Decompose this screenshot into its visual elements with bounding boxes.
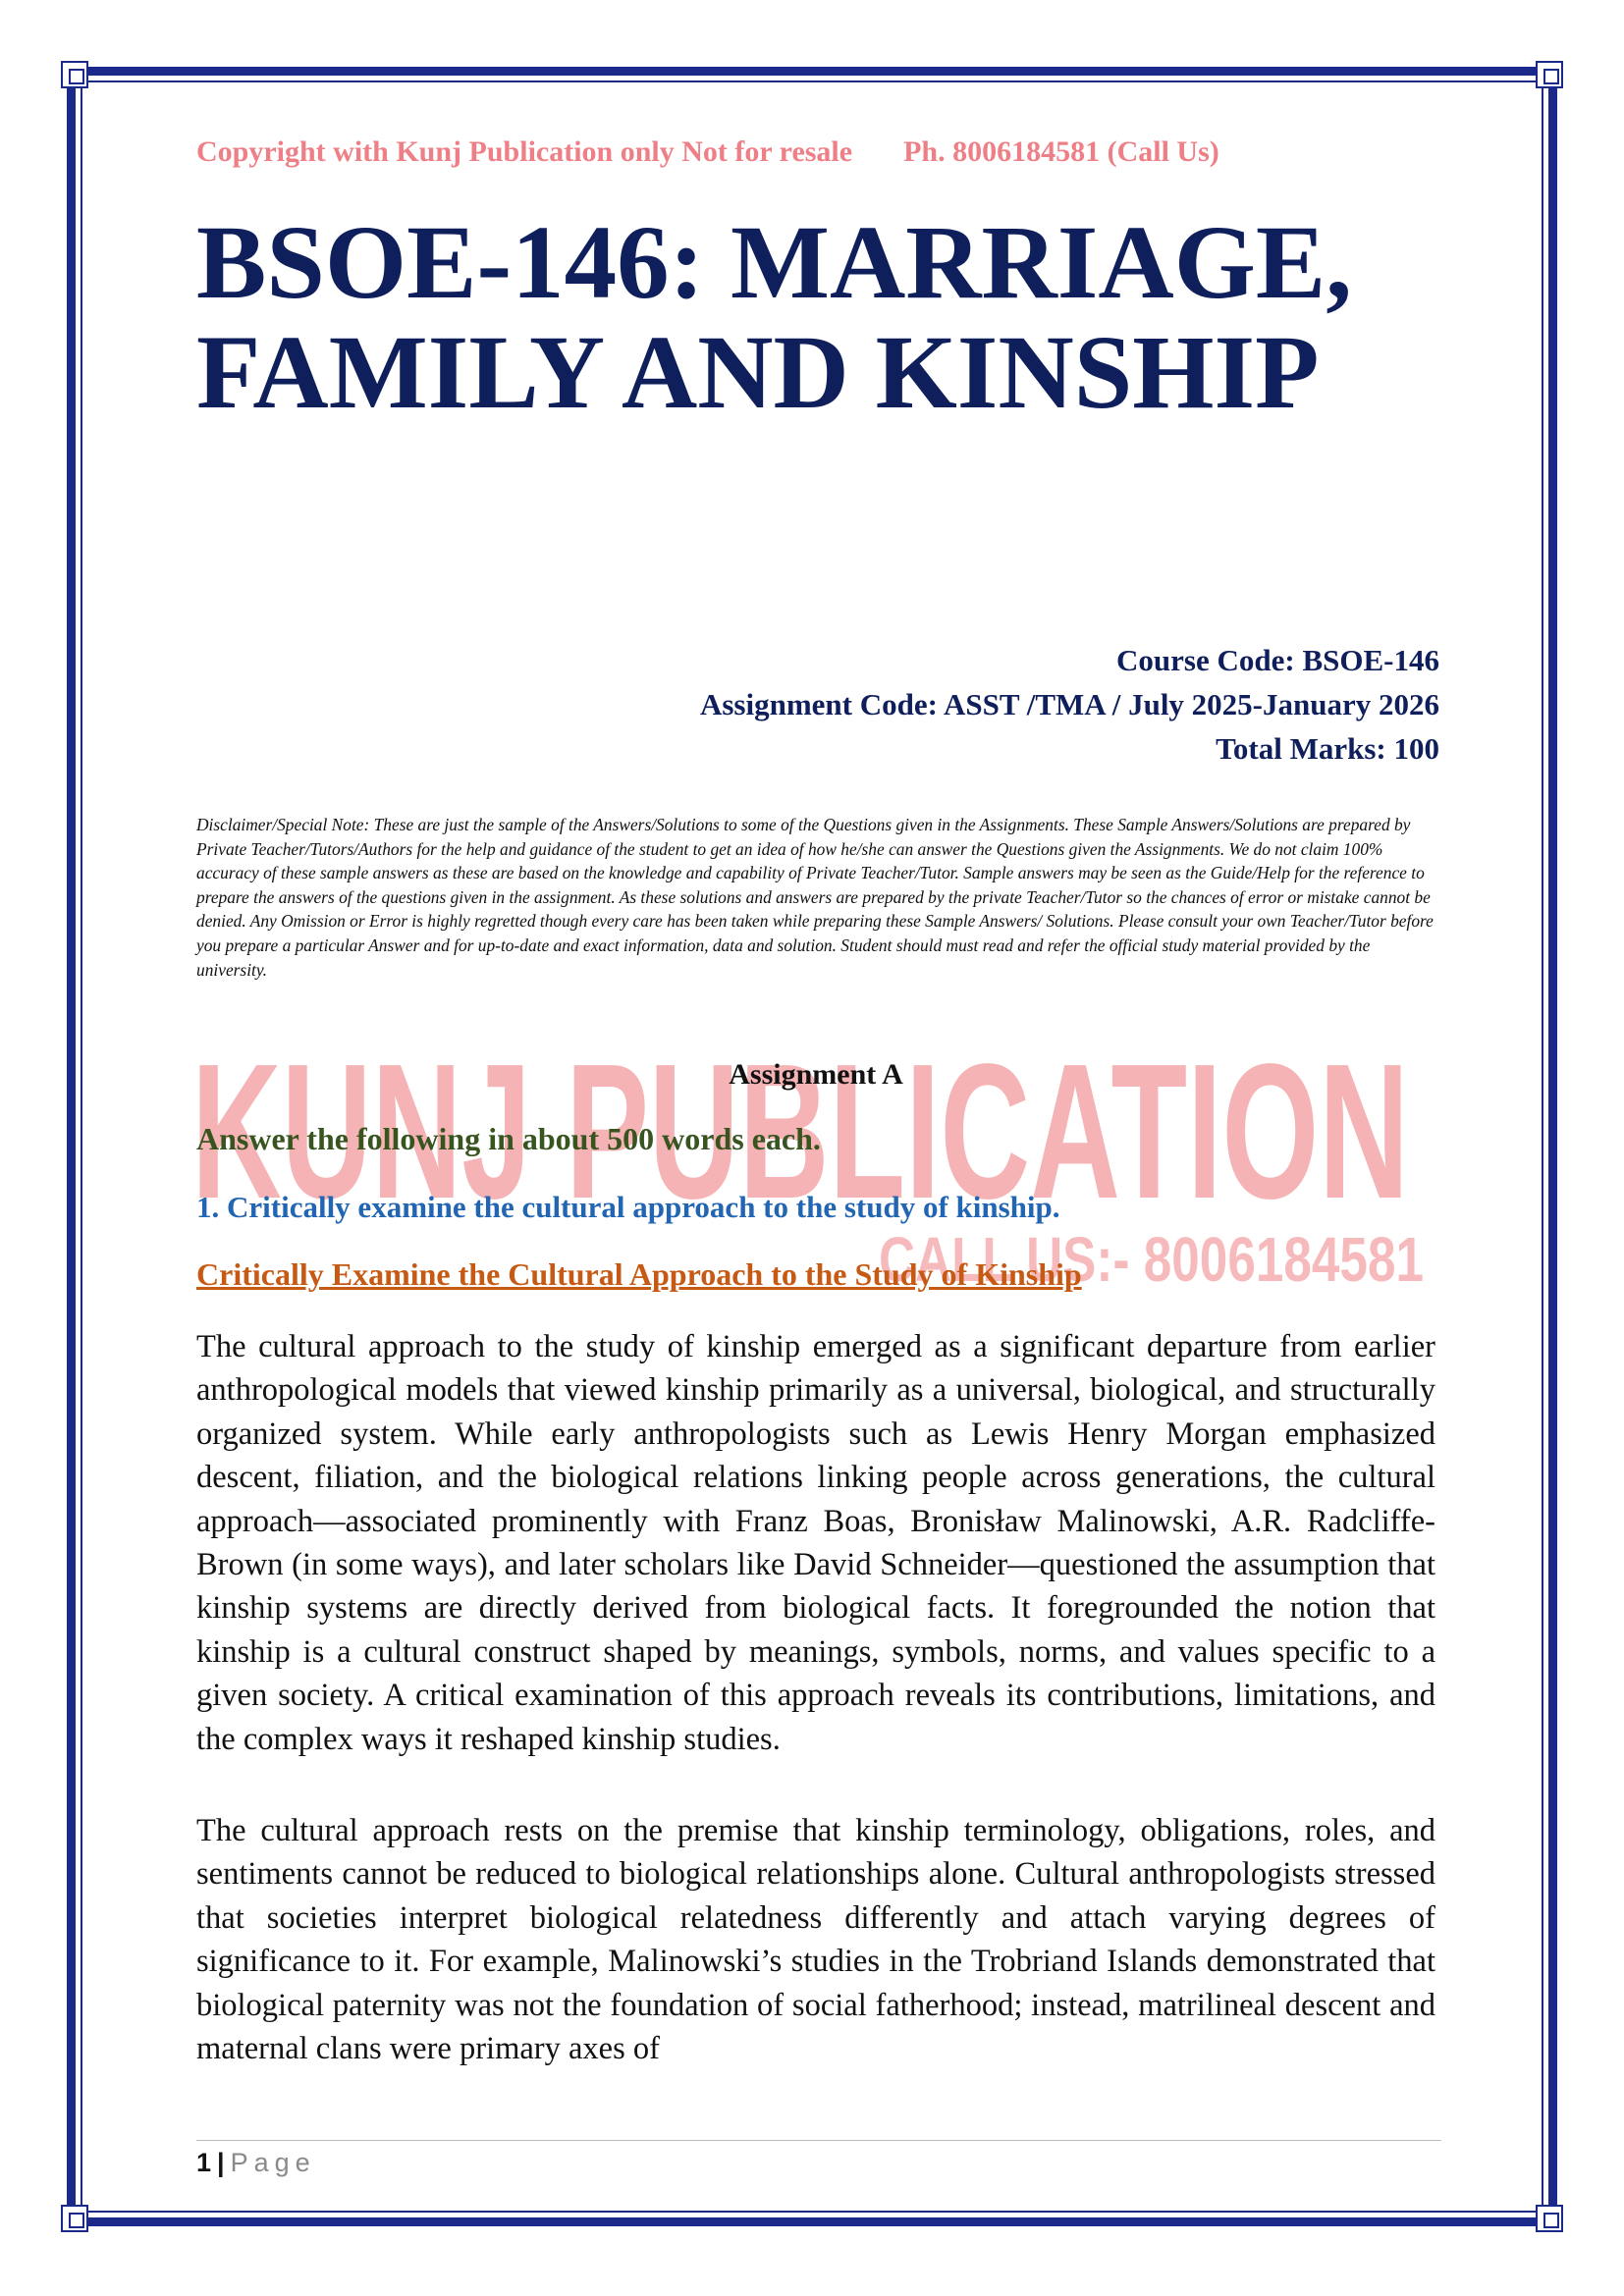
- title-line-2: FAMILY AND KINSHIP: [196, 315, 1320, 431]
- answer-heading: Critically Examine the Cultural Approach to the Study of Kinship: [196, 1256, 1082, 1292]
- border-corner-ornament: [1536, 61, 1563, 88]
- total-marks: Total Marks: 100: [1216, 731, 1439, 766]
- course-code: Course Code: BSOE-146: [1116, 643, 1439, 677]
- footer-divider: [196, 2140, 1441, 2141]
- page-separator: |: [217, 2148, 225, 2177]
- course-info-block: [700, 638, 1439, 771]
- title-line-1: BSOE-146: MARRIAGE,: [196, 205, 1353, 321]
- assignment-heading: Assignment A: [729, 1058, 903, 1091]
- assignment-code: Assignment Code: ASST /TMA / July 2025-January 2026: [699, 687, 1439, 721]
- copyright-text: Copyright with Kunj Publication only Not for resale: [196, 135, 853, 168]
- body-paragraph-1: The cultural approach to the study of kinship emerged as a significant departure from earlier anthropological models that viewed kinship primarily as a universal, biological, and structurally organized system. While early anthropologists such as Lewis Henry Morgan emphasized descent, filiation, and the biological relations linking people across generations, the cultural approach—associated prominently with Franz Boas, Bronisław Malinowski, A.R. Radcliffe-Brown (in some ways), and later scholars like David Schneider—questioned the assumption that kinship systems are directly derived from biological facts. It foregrounded the notion that kinship is a cultural construct shaped by meanings, symbols, norms, and values specific to a given society. A critical examination of this approach reveals its contributions, limitations, and the complex ways it reshaped kinship studies.: [196, 1329, 1435, 1757]
- page-label: Page: [230, 2148, 316, 2177]
- watermark-brand: KUNJ PUBLICATION: [191, 1024, 1409, 1239]
- page-number: 1: [196, 2148, 212, 2177]
- border-corner-ornament: [61, 61, 88, 88]
- border-corner-ornament: [61, 2205, 88, 2232]
- phone-number: Ph. 8006184581 (Call Us): [903, 135, 1219, 168]
- border-corner-ornament: [1536, 2205, 1563, 2232]
- page-footer: [196, 2148, 316, 2178]
- body-paragraph-2: The cultural approach rests on the premise that kinship terminology, obligations, roles, and sentiments cannot be reduced to biological relationships alone. Cultural anthropologists stressed that societies interpret biological relatedness differently and attach varying degrees of significance to it. For example, Malinowski’s studies in the Trobriand Islands demonstrated that biological paternity was not the foundation of social fatherhood; instead, matrilineal descent and maternal clans were primary axes of: [196, 1813, 1435, 2067]
- document-title: [196, 205, 1453, 431]
- copyright-notice: [196, 135, 1219, 169]
- disclaimer-note: Disclaimer/Special Note: These are just the sample of the Answers/Solutions to some of the Questions given in the Assignments. These Sample Answers/Solutions are prepared by Private Teacher/Tutors/Authors for the help and guidance of the student to get an idea of how he/she can answer the Questions given the Assignments. We do not claim 100% accuracy of these sample answers as these are based on the knowledge and capability of Private Teacher/Tutor. Sample answers may be seen as the Guide/Help for the reference to prepare the answers of the questions given in the assignment. As these solutions and answers are prepared by the private Teacher/Tutor so the chances of error or mistake cannot be denied. Any Omission or Error is highly regretted though every care has been taken while preparing these Sample Answers/ Solutions. Please consult your own Teacher/Tutor before you prepare a particular Answer and for up-to-date and exact information, data and solution. Student should must read and refer the official study material provided by the university.: [196, 815, 1434, 980]
- question-1: 1. Critically examine the cultural approach to the study of kinship.: [196, 1190, 1060, 1224]
- watermark-call: CALL US:- 8006184581: [879, 1224, 1424, 1295]
- assignment-instruction: Answer the following in about 500 words each.: [196, 1121, 821, 1156]
